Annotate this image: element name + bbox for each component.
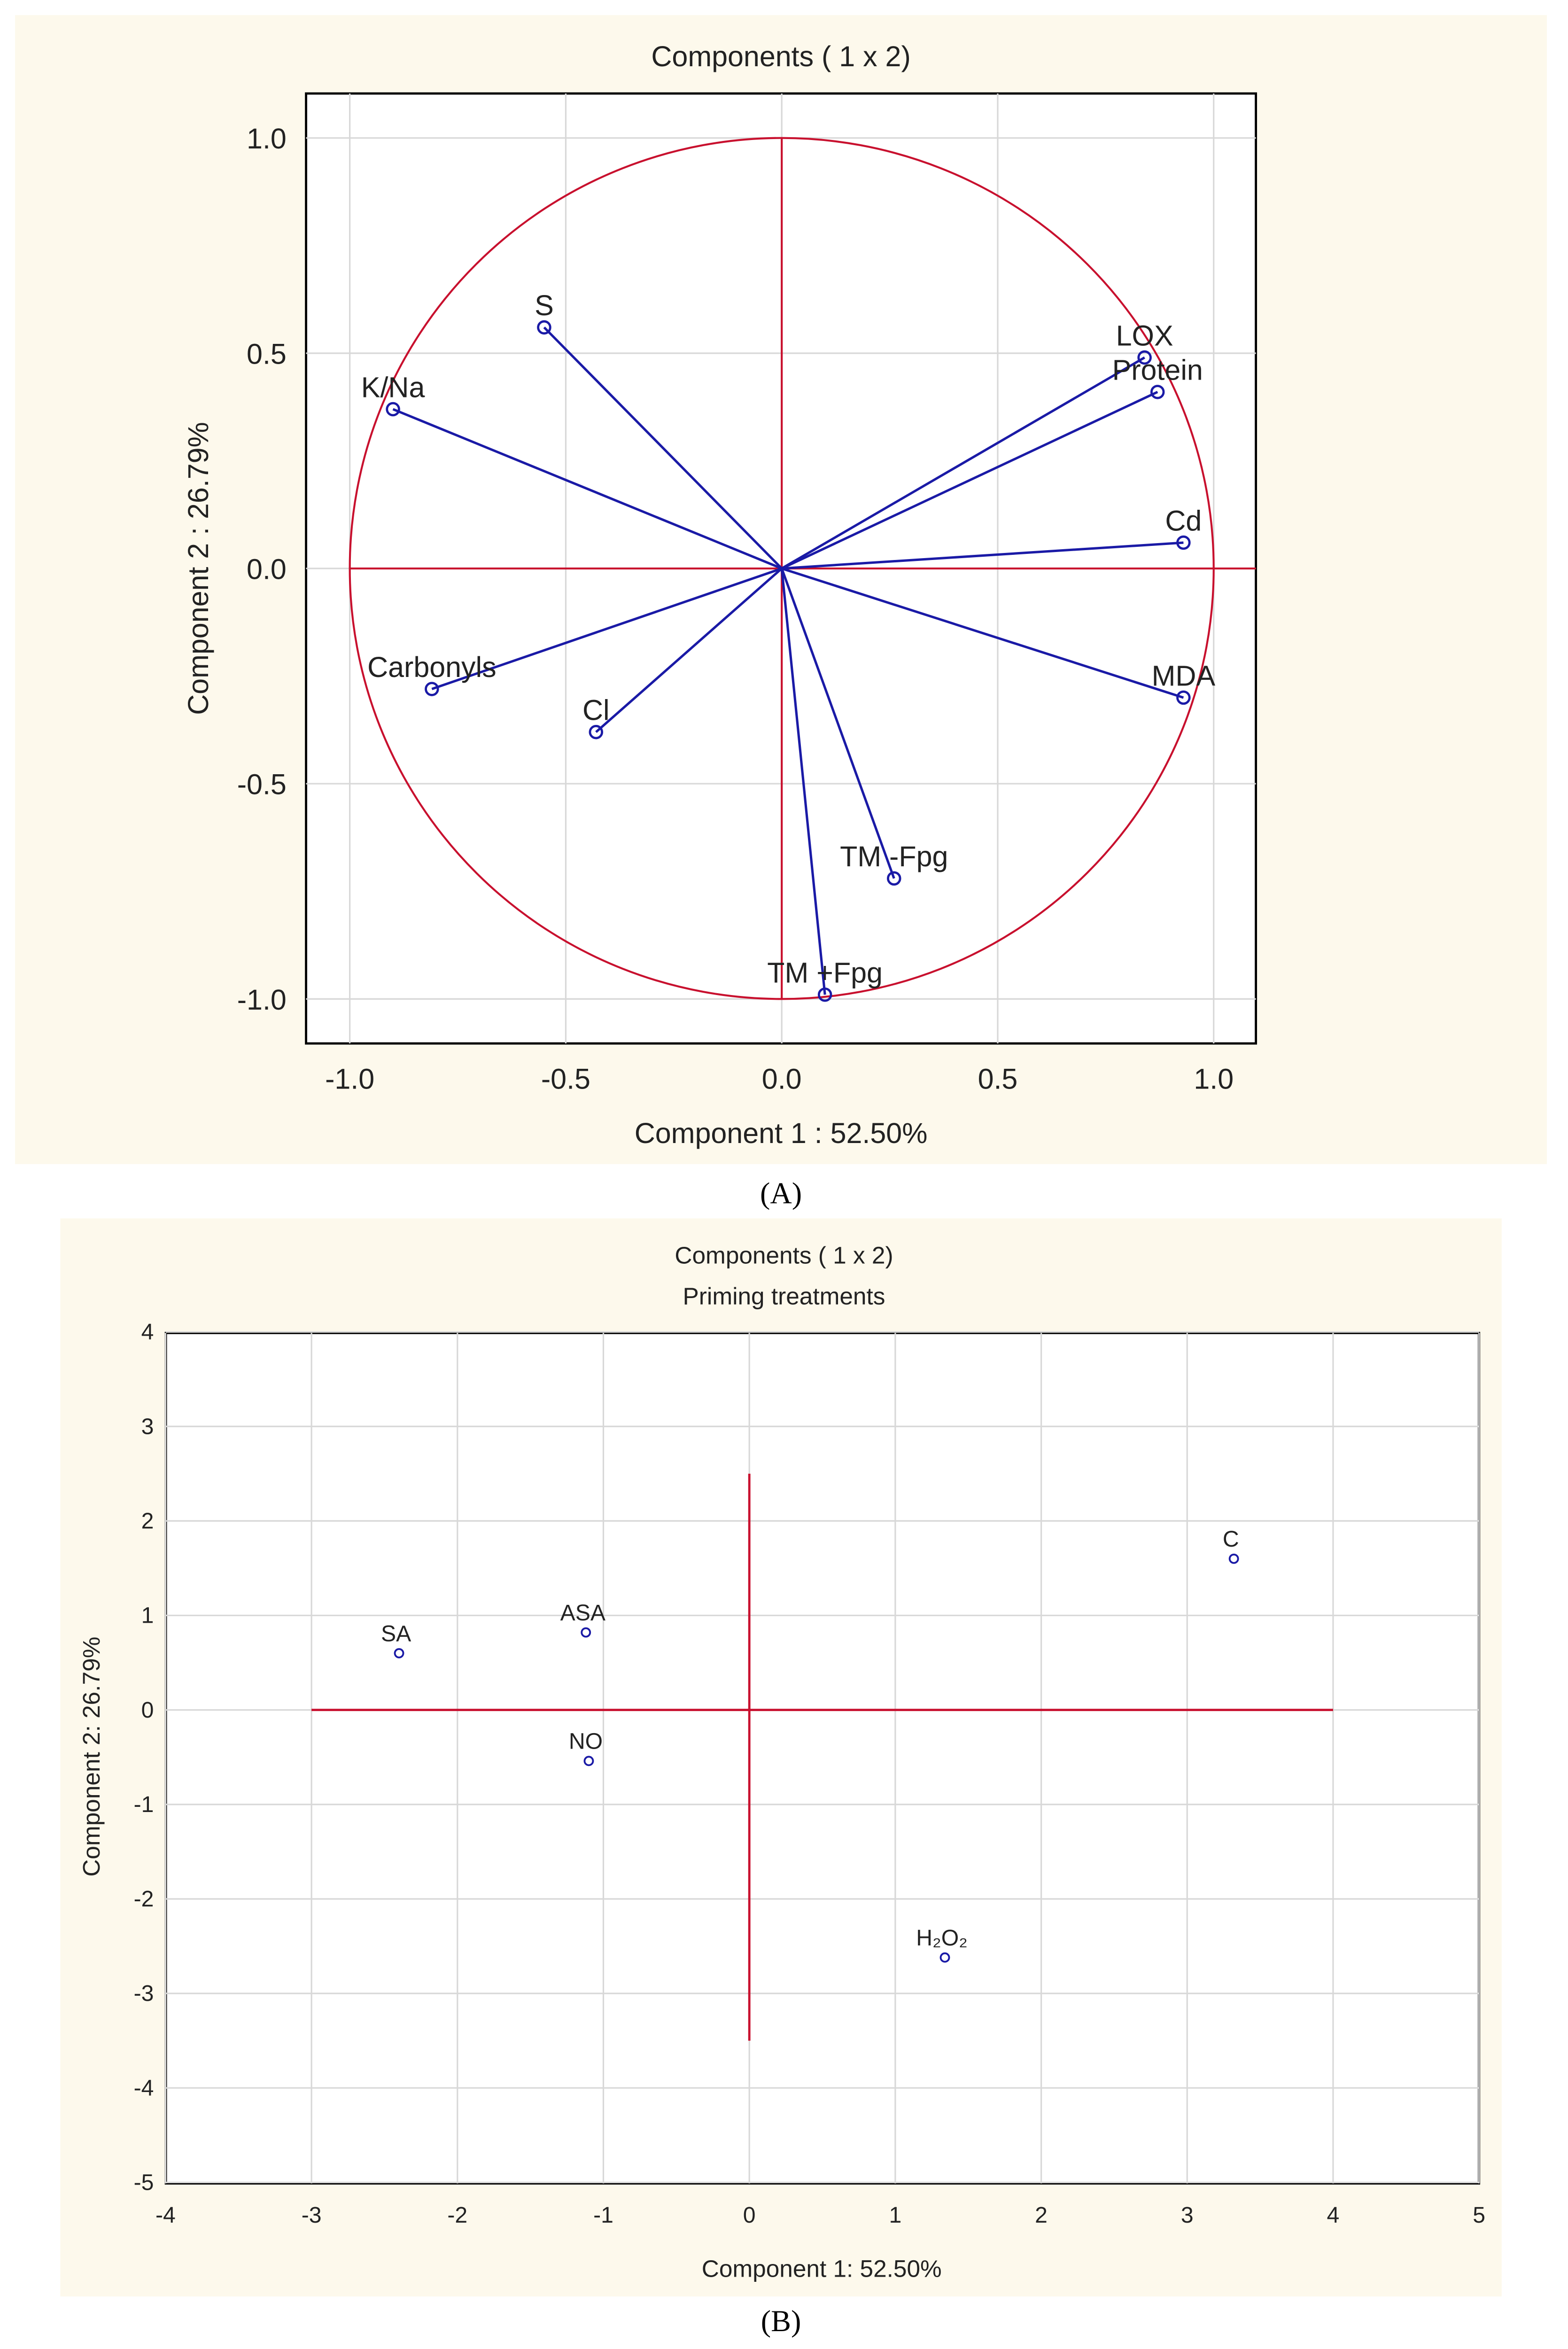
y-tick-label: 0 — [141, 1697, 154, 1723]
caption-b: (B) — [761, 2304, 801, 2338]
point-label: ASA — [560, 1600, 605, 1626]
x-tick-label: -4 — [155, 2202, 176, 2228]
x-tick-label: -2 — [447, 2202, 468, 2228]
x-tick-label: 1.0 — [1194, 1063, 1234, 1095]
x-tick-label: 4 — [1327, 2202, 1340, 2228]
x-tick-label: 0.5 — [978, 1063, 1018, 1095]
y-axis-title: Component 2 : 26.79% — [182, 422, 214, 715]
point-label: K/Na — [361, 371, 425, 404]
panel-a-chart — [182, 40, 1256, 1149]
plot-area — [166, 1333, 1479, 2183]
y-tick-label: 4 — [141, 1319, 154, 1345]
y-axis-title: Component 2: 26.79% — [78, 1636, 105, 1877]
point-label: Cl — [582, 694, 610, 726]
y-tick-label: -3 — [133, 1981, 154, 2007]
point-label: Cd — [1165, 505, 1202, 537]
point-label: MDA — [1151, 660, 1216, 692]
x-tick-label: 0.0 — [761, 1063, 802, 1095]
y-tick-label: 2 — [141, 1508, 154, 1534]
y-tick-label: 0.5 — [247, 338, 287, 370]
point-label: TM +Fpg — [767, 957, 883, 989]
point-label: NO — [568, 1728, 603, 1754]
caption-a: (A) — [760, 1176, 802, 1210]
x-tick-label: 5 — [1473, 2202, 1486, 2228]
chart-subtitle: Priming treatments — [683, 1283, 885, 1310]
x-tick-label: 0 — [743, 2202, 756, 2228]
x-tick-label: -1 — [593, 2202, 613, 2228]
point-label: H₂O₂ — [916, 1925, 968, 1951]
point-label: SA — [381, 1621, 411, 1647]
x-tick-label: -0.5 — [541, 1063, 590, 1095]
point-label: Protein — [1112, 354, 1203, 386]
y-tick-label: -5 — [133, 2170, 154, 2195]
x-tick-label: 2 — [1035, 2202, 1048, 2228]
y-tick-label: -4 — [133, 2075, 154, 2101]
point-label: C — [1222, 1526, 1239, 1552]
point-label: S — [535, 289, 554, 322]
y-tick-label: -0.5 — [237, 768, 287, 801]
y-tick-label: -2 — [133, 1886, 154, 1912]
point-label: TM -Fpg — [840, 840, 948, 873]
x-axis-title: Component 1: 52.50% — [701, 2255, 942, 2282]
x-tick-label: 1 — [889, 2202, 902, 2228]
chart-title: Components ( 1 x 2) — [651, 40, 911, 73]
x-tick-label: -3 — [301, 2202, 322, 2228]
y-tick-label: 1.0 — [247, 123, 287, 155]
y-tick-label: -1 — [133, 1791, 154, 1817]
x-axis-title: Component 1 : 52.50% — [634, 1117, 928, 1149]
panel-b-chart — [78, 1242, 1485, 2282]
point-label: Carbonyls — [367, 651, 497, 683]
x-tick-label: 3 — [1180, 2202, 1194, 2228]
y-tick-label: 3 — [141, 1414, 154, 1439]
y-tick-label: -1.0 — [237, 983, 287, 1016]
y-tick-label: 1 — [141, 1602, 154, 1628]
point-label: LOX — [1116, 319, 1173, 352]
chart-title: Components ( 1 x 2) — [675, 1242, 893, 1269]
y-tick-label: 0.0 — [247, 553, 287, 585]
x-tick-label: -1.0 — [325, 1063, 375, 1095]
